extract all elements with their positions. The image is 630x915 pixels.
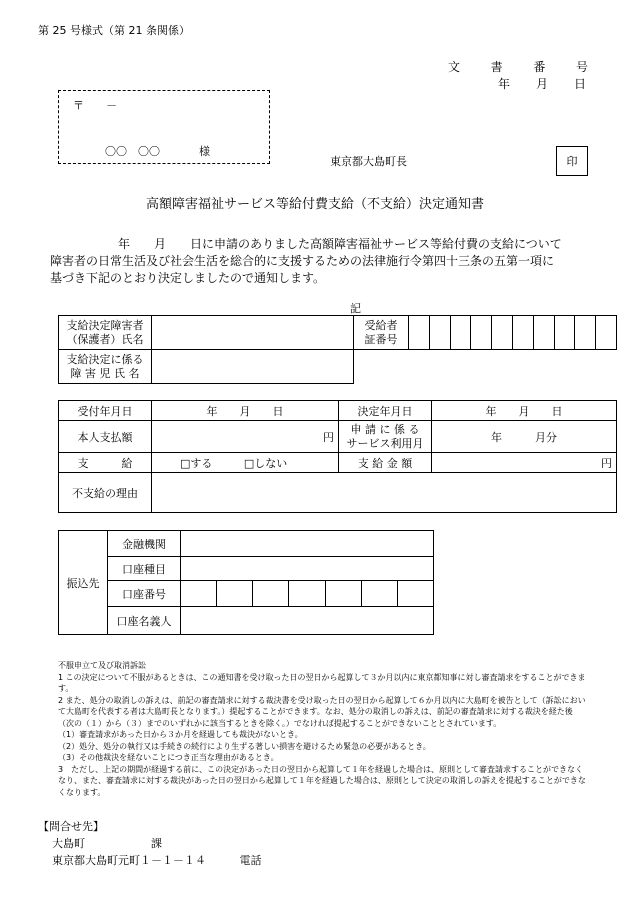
bank-label: 金融機関 — [108, 531, 181, 557]
account-digit — [253, 581, 289, 607]
cert-digit — [575, 316, 596, 350]
bank-field — [181, 531, 434, 557]
account-digit — [181, 581, 217, 607]
seal-box: 印 — [556, 146, 588, 176]
payment-yes-checkbox[interactable]: □する — [180, 456, 213, 470]
contact-office: 大島町 課 — [52, 837, 162, 850]
certificate-label: 受給者 証番号 — [354, 316, 409, 350]
recipient-table — [58, 315, 354, 384]
account-type-field — [181, 557, 434, 581]
document-number: 文 書 番 号 — [448, 60, 588, 74]
cert-digit — [533, 316, 554, 350]
receipt-date-value: 年 月 日 — [152, 401, 339, 421]
cert-digit — [429, 316, 450, 350]
contact-address: 東京都大島町元町１－１－１４ — [52, 854, 206, 867]
account-digit — [289, 581, 325, 607]
account-digit — [361, 581, 397, 607]
cert-digit — [596, 316, 617, 350]
recipient-name-label: 支給決定障害者 （保護者）氏名 — [59, 316, 152, 350]
account-holder-label: 口座名義人 — [108, 607, 181, 635]
account-digit — [325, 581, 361, 607]
payment-label: 支 給 — [59, 453, 152, 473]
ki-label: 記 — [350, 302, 361, 315]
decision-date-label: 決定年月日 — [339, 401, 432, 421]
amount-label: 支 給 金 額 — [339, 453, 432, 473]
payment-options — [152, 453, 339, 473]
reason-label: 不支給の理由 — [59, 473, 152, 513]
amount-value: 円 — [432, 453, 617, 473]
account-holder-field — [181, 607, 434, 635]
receipt-date-label: 受付年月日 — [59, 401, 152, 421]
payment-no-checkbox[interactable]: □しない — [243, 456, 288, 470]
contact-address-line — [38, 852, 262, 869]
contact-block — [38, 818, 262, 869]
document-date: 年 月 日 — [498, 77, 586, 91]
contact-heading: 【問合せ先】 — [38, 820, 104, 833]
service-month-value: 年 月分 — [432, 421, 617, 453]
self-pay-value: 円 — [152, 421, 339, 453]
transfer-table — [58, 530, 434, 635]
transfer-label: 振込先 — [59, 531, 108, 635]
cert-digit — [512, 316, 533, 350]
cert-digit — [554, 316, 575, 350]
account-digit — [217, 581, 253, 607]
account-number-label: 口座番号 — [108, 581, 181, 607]
account-type-label: 口座種目 — [108, 557, 181, 581]
reason-field — [152, 473, 617, 513]
cert-digit — [492, 316, 513, 350]
recipient-name: 〇〇 〇〇 — [105, 145, 160, 158]
page-title: 高額障害福祉サービス等給付費支給（不支給）決定通知書 — [145, 197, 484, 212]
decision-date-value: 年 月 日 — [432, 401, 617, 421]
issuer: 東京都大島町長 — [330, 155, 407, 168]
honorific: 様 — [199, 145, 210, 158]
body-text: 年 月 日に申請のありました高額障害福祉サービス等給付費の支給について 障害者の日常生活及び社会生活を総合的に支援するための法律施行令第四十三条の五第一項に 基づき下記のとおり決定しましたので通知します。 — [50, 237, 562, 285]
postal-code: 〒 － — [73, 99, 117, 112]
cert-digit — [450, 316, 471, 350]
address-box — [58, 90, 270, 164]
cert-digit — [409, 316, 430, 350]
certificate-table — [353, 315, 617, 350]
cert-digit — [471, 316, 492, 350]
decision-table — [58, 400, 617, 513]
service-month-label: 申 請 に 係 る サービス利用月 — [339, 421, 432, 453]
child-name-label: 支給決定に係る 障 害 児 氏 名 — [59, 350, 152, 384]
child-name-field — [152, 350, 354, 384]
recipient-name-field — [152, 316, 354, 350]
contact-tel: 電話 — [239, 854, 262, 867]
appeal-notes: 不服申立て及び取消訴訟 1 この決定について不服があるときは、この通知書を受け取った日の翌日から起算して３か月以内に東京都知事に対し審査請求をすることができます。 2 また、処分の取消しの訴えは、前記の審査請求に対する裁決書を受け取った日の翌日から起算して６か月以内に大島町を被告として（訴訟において大島町を代表する者は大島町長となります。）提起することができます。なお、処分の取消しの訴えは、前記の審査請求に対する裁決を経た後（次の（１）から（３）までのいずれかに該当するときを除く。）でなければ提起することができないこととされています。 （1）審査請求があった日から３か月を経過しても裁決がないとき。 （2）処分、処分の執行又は手続きの続行により生ずる著しい損害を避けるため緊急の必要があるとき。 （3）その他裁決を経ないことにつき正当な理由があるとき。 3 ただし、上記の期間が経過する前に、この決定があった日の翌日から起算して１年を経過した場合は、原則として審査請求することができなくなり、また、審査請求に対する裁決があった日の翌日から起算して１年を経過した場合は、原則として決定の取消しの訴えを提起することができなくなります。 — [58, 661, 586, 797]
form-number: 第 25 号様式（第 21 条関係） — [38, 24, 190, 37]
self-pay-label: 本人支払額 — [59, 421, 152, 453]
account-digit — [397, 581, 433, 607]
